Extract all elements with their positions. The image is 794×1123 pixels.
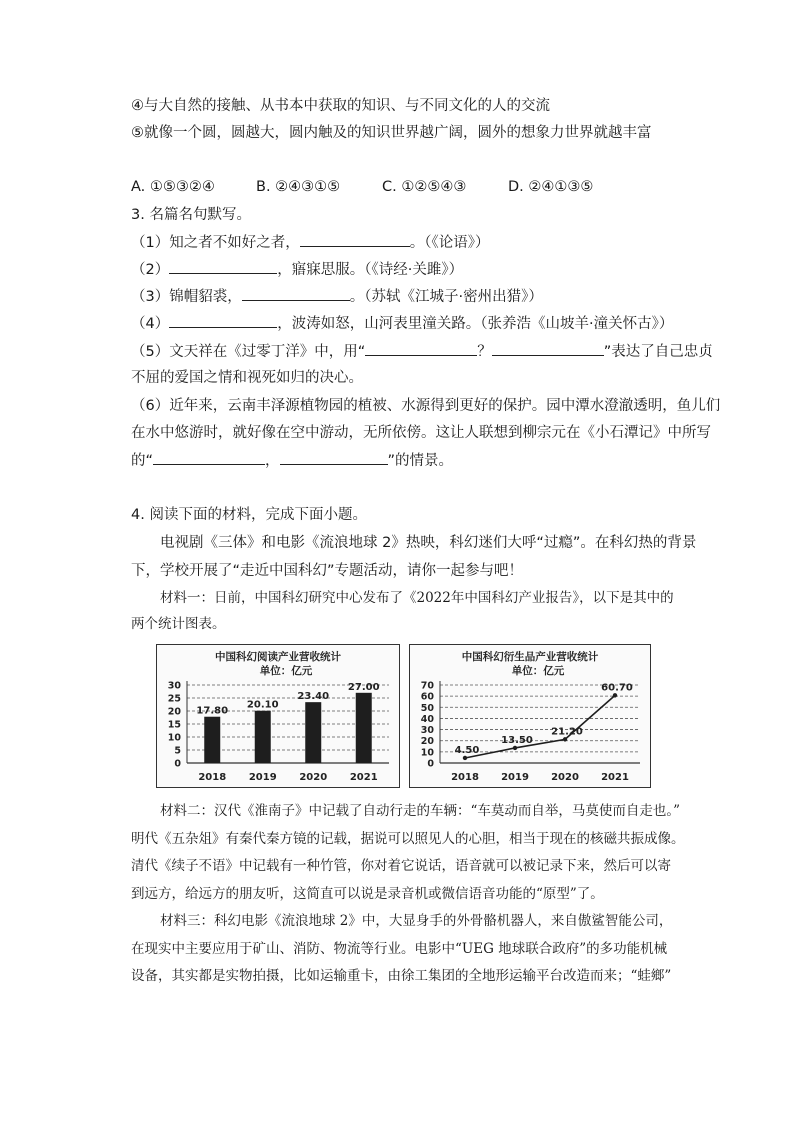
y-tick-label: 10	[167, 732, 181, 744]
choice-d[interactable]: D. ②④①③⑤	[508, 179, 594, 195]
y-tick-label: 50	[420, 702, 434, 714]
q3-blank-1[interactable]	[300, 232, 410, 247]
q3-item-3-source: 。（苏轼《江城子·密州出猎》）	[349, 289, 543, 305]
data-point	[513, 746, 517, 750]
q3-item-1	[131, 232, 489, 253]
x-tick-label: 2019	[248, 772, 277, 783]
data-label: 13.50	[501, 734, 533, 746]
y-tick-label: 40	[420, 713, 434, 725]
q3-blank-5b[interactable]	[492, 341, 604, 356]
q3-item-5-mark: ？	[477, 344, 492, 360]
q3-item-2	[131, 259, 463, 280]
y-tick-label: 70	[420, 680, 434, 692]
x-tick-label: 2020	[551, 772, 579, 783]
bar	[356, 693, 372, 763]
material-1-line2: 两个统计图表。	[131, 616, 226, 632]
x-tick-label: 2020	[299, 772, 328, 783]
reading-revenue-chart	[156, 644, 400, 788]
data-label: 23.40	[297, 691, 330, 703]
material-2-line3: 清代《续子不语》中记载有一种竹管，你对着它说话，语音就可以被记录下来，然后可以寄	[131, 858, 671, 874]
q3-item-5-tail: ”表达了自己忠贞	[603, 344, 713, 360]
x-tick-label: 2019	[501, 772, 529, 783]
data-label: 4.50	[454, 744, 480, 756]
data-label: 60.70	[601, 682, 633, 694]
material-3-line2: 在现实中主要应用于矿山、消防、物流等行业。电影中“UEG 地球联合政府”的多功能机械	[131, 941, 668, 957]
data-label: 17.80	[196, 705, 229, 717]
y-tick-label: 30	[420, 725, 434, 737]
y-tick-label: 0	[174, 758, 181, 770]
data-label: 21.20	[551, 726, 583, 738]
q3-title: 3. 名篇名句默写。	[131, 207, 251, 223]
q3-blank-5a[interactable]	[365, 341, 477, 356]
y-tick-label: 30	[167, 680, 181, 692]
q3-item-2-text: ，寤寐思服。（《诗经·关雎》）	[277, 262, 464, 278]
q3-item-6-line2: 在水中悠游时，就好像在空中游动，无所依傍。这让人联想到柳宗元在《小石潭记》中所写	[131, 425, 711, 441]
chart-title: 中国科幻阅读产业营收统计	[215, 651, 341, 663]
answer-choices	[131, 177, 593, 197]
q3-item-6-line1: （6）近年来，云南丰泽源植物园的植被、水源得到更好的保护。园中潭水澄澈透明，鱼儿们	[131, 398, 721, 414]
chart-subtitle: 单位：亿元	[511, 665, 565, 677]
q3-blank-2[interactable]	[169, 259, 277, 274]
q4-title: 4. 阅读下面的材料，完成下面小题。	[131, 507, 367, 523]
q3-item-4	[131, 313, 673, 334]
y-tick-label: 0	[427, 758, 434, 770]
q3-item-6-mid: ，	[265, 453, 280, 469]
q3-blank-6a[interactable]	[153, 450, 265, 465]
x-tick-label: 2021	[601, 772, 629, 783]
material-2-line2: 明代《五杂俎》有秦代秦方镜的记载，据说可以照见人的心胆，相当于现在的核磁共振成像。	[131, 831, 685, 847]
x-tick-label: 2018	[198, 772, 227, 783]
q3-item-5-line2: 不屈的爱国之情和视死如归的决心。	[131, 370, 363, 386]
material-3-line1: 材料三：科幻电影《流浪地球 2》中，大显身手的外骨骼机器人，来自傲鲨智能公司，	[160, 913, 673, 929]
q3-item-3	[131, 286, 543, 307]
q3-item-6-line3	[131, 450, 453, 471]
y-tick-label: 5	[174, 745, 181, 757]
q3-item-2-num: （2）	[131, 262, 170, 278]
material-3-line3: 设备，其实都是实物拍摄，比如运输重卡，由徐工集团的全地形运输平台改造而来；“蛙鄉”	[131, 968, 672, 984]
q3-item-1-text: （1）知之者不如好之者，	[131, 235, 300, 251]
material-1-line1: 材料一：日前，中国科幻研究中心发布了《2022年中国科幻产业报告》，以下是其中的	[160, 590, 674, 606]
q4-intro-line1: 电视剧《三体》和电影《流浪地球 2》热映，科幻迷们大呼“过瘾”。在科幻热的背景	[160, 535, 697, 551]
material-2-line4: 到远方，给远方的朋友听，这简直可以说是录音机或微信语音功能的“原型”了。	[131, 886, 604, 902]
data-label: 27.00	[347, 681, 380, 693]
derivative-revenue-chart	[409, 644, 651, 788]
data-point	[563, 737, 567, 741]
y-tick-label: 20	[420, 736, 434, 748]
q3-item-4-num: （4）	[131, 316, 170, 332]
q3-item-5	[131, 341, 713, 362]
q3-item-6-pre: 的“	[131, 453, 154, 469]
chart-subtitle: 单位：亿元	[259, 665, 313, 677]
data-point	[463, 756, 467, 760]
bar	[204, 717, 220, 763]
material-2-line1: 材料二：汉代《淮南子》中记载了自动行走的车辆：“车莫动而自举，马莫使而自走也。”	[160, 803, 681, 819]
y-tick-label: 60	[420, 691, 434, 703]
q3-item-4-text: ，波涛如怒，山河表里潼关路。（张养浩《山坡羊·潼关怀古》）	[277, 316, 674, 332]
q3-item-3-text: （3）锦帽貂裘，	[131, 289, 242, 305]
y-tick-label: 10	[420, 747, 434, 759]
bar	[255, 711, 271, 763]
data-label: 20.10	[246, 699, 279, 711]
derivative-revenue-chart-svg	[410, 645, 650, 787]
series-line	[465, 695, 615, 758]
data-point	[613, 693, 617, 697]
bar	[305, 702, 321, 763]
y-tick-label: 15	[167, 719, 181, 731]
q3-blank-4[interactable]	[169, 313, 277, 328]
q4-intro-line2: 下，学校开展了“走近中国科幻”专题活动，请你一起参与吧！	[131, 563, 524, 579]
q3-item-1-source: 。（《论语》）	[409, 235, 490, 251]
chart-title: 中国科幻衍生品产业营收统计	[461, 651, 599, 663]
option-item-4: ④与大自然的接触、从书本中获取的知识、与不同文化的人的交流	[131, 98, 550, 114]
option-item-5: ⑤就像一个圆，圆越大，圆内触及的知识世界越广阔，圆外的想象力世界就越丰富	[131, 125, 652, 141]
choice-c[interactable]: C. ①②⑤④③	[382, 179, 467, 195]
q3-blank-6b[interactable]	[280, 450, 388, 465]
q3-blank-3[interactable]	[242, 286, 350, 301]
y-tick-label: 25	[167, 693, 181, 705]
x-tick-label: 2018	[451, 772, 479, 783]
q3-item-6-post: ”的情景。	[387, 453, 454, 469]
choice-b[interactable]: B. ②④③①⑤	[256, 179, 341, 195]
reading-revenue-chart-svg	[157, 645, 399, 787]
x-tick-label: 2021	[349, 772, 378, 783]
choice-a[interactable]: A. ①⑤③②④	[131, 179, 215, 195]
q3-item-5-text: （5）文天祥在《过零丁洋》中，用“	[131, 344, 366, 360]
y-tick-label: 20	[167, 706, 181, 718]
